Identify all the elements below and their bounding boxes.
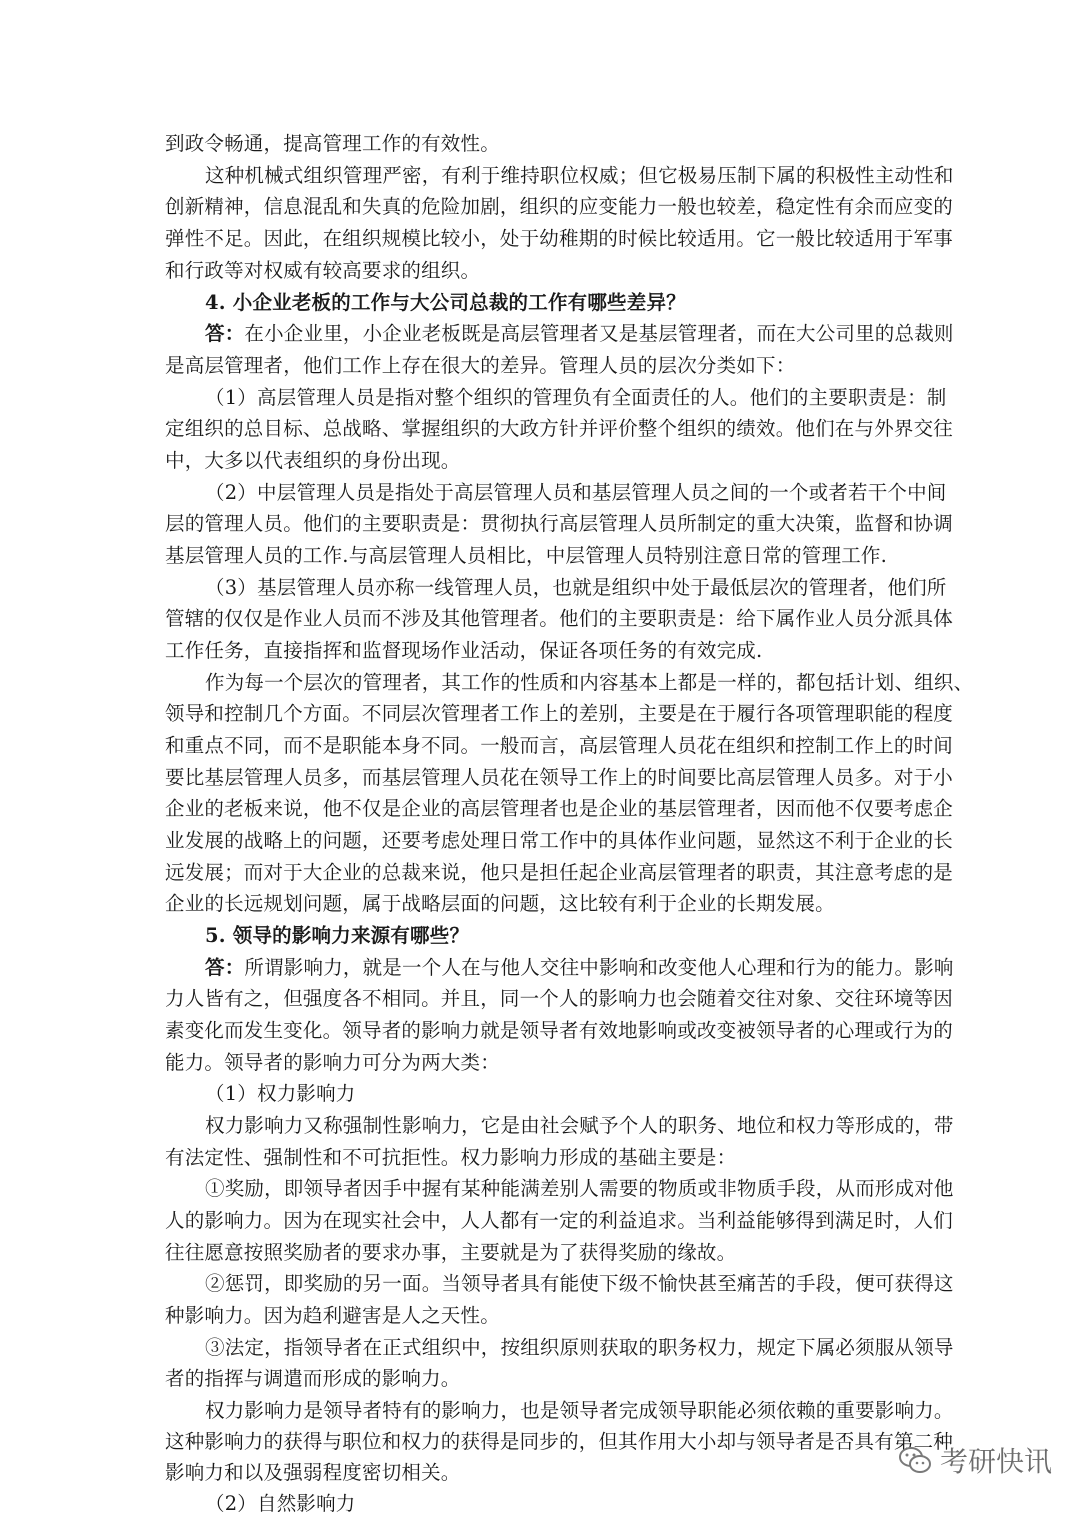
text-line: 中，大多以代表组织的身份出现。 <box>165 449 461 472</box>
text-line: 力人皆有之，但强度各不相同。并且，同一个人的影响力也会随着交往对象、交往环境等因 <box>165 987 954 1010</box>
text-line: 影响力和以及强弱程度密切相关。 <box>165 1461 461 1484</box>
text-line: （2）中层管理人员是指处于高层管理人员和基层管理人员之间的一个或者若干个中间 <box>205 481 947 504</box>
text-line: 弹性不足。因此，在组织规模比较小，处于幼稚期的时候比较适用。它一般比较适用于军事 <box>165 227 954 250</box>
text-line: 层的管理人员。他们的主要职责是：贯彻执行高层管理人员所制定的重大决策，监督和协调 <box>165 512 954 535</box>
text-line: 是高层管理者，他们工作上存在很大的差异。管理人员的层次分类如下： <box>165 354 796 377</box>
text-line: 远发展；而对于大企业的总裁来说，他只是担任起企业高层管理者的职责，其注意考虑的是 <box>165 861 954 884</box>
text-line: 权力影响力是领导者特有的影响力，也是领导者完成领导职能必须依赖的重要影响力。 <box>205 1399 954 1422</box>
text-line: 这种影响力的获得与职位和权力的获得是同步的，但其作用大小却与领导者是否具有第二种 <box>165 1430 954 1453</box>
text-line: 业发展的战略上的问题，还要考虑处理日常工作中的具体作业问题，显然这不利于企业的长 <box>165 829 954 852</box>
text-line: 和行政等对权威有较高要求的组织。 <box>165 259 481 282</box>
text-line: （3）基层管理人员亦称一线管理人员，也就是组织中处于最低层次的管理者，他们所 <box>205 576 947 599</box>
text-line: 管辖的仅仅是作业人员而不涉及其他管理者。他们的主要职责是：给下属作业人员分派具体 <box>165 607 954 630</box>
wechat-icon <box>898 1445 932 1475</box>
text-line: 要比基层管理人员多，而基层管理人员花在领导工作上的时间要比高层管理人员多。对于小 <box>165 766 954 789</box>
watermark-text: 考研快讯 <box>940 1445 1053 1478</box>
text-line: 到政令畅通，提高管理工作的有效性。 <box>165 132 500 155</box>
text-line: ①奖励，即领导者因手中握有某种能满差别人需要的物质或非物质手段，从而形成对他 <box>205 1177 954 1200</box>
text-line: 企业的老板来说，他不仅是企业的高层管理者也是企业的基层管理者，因而他不仅要考虑企 <box>165 797 954 820</box>
text-line: 和重点不同，而不是职能本身不同。一般而言，高层管理人员花在组织和控制工作上的时间 <box>165 734 954 757</box>
text-line: 人的影响力。因为在现实社会中，人人都有一定的利益追求。当利益能够得到满足时，人们 <box>165 1209 954 1232</box>
subheading: （2）自然影响力 <box>205 1492 356 1515</box>
text-line: 能力。领导者的影响力可分为两大类： <box>165 1051 500 1074</box>
watermark <box>898 1440 1052 1480</box>
text-line: 这种机械式组织管理严密，有利于维持职位权威；但它极易压制下属的积极性主动性和 <box>205 164 954 187</box>
text-line: 作为每一个层次的管理者，其工作的性质和内容基本上都是一样的，都包括计划、组织、 <box>205 671 974 694</box>
answer-line <box>205 952 954 984</box>
text-line: ②惩罚，即奖励的另一面。当领导者具有能使下级不愉快甚至痛苦的手段，便可获得这 <box>205 1272 954 1295</box>
answer-label: 答： <box>205 956 245 979</box>
answer-text: 在小企业里，小企业老板既是高层管理者又是基层管理者，而在大公司里的总裁则 <box>244 322 954 345</box>
answer-label: 答： <box>205 322 245 345</box>
answer-text: 所谓影响力，就是一个人在与他人交往中影响和改变他人心理和行为的能力。影响 <box>244 956 954 979</box>
text-line: 基层管理人员的工作.与高层管理人员相比，中层管理人员特别注意日常的管理工作. <box>165 544 887 567</box>
text-line: 权力影响力又称强制性影响力，它是由社会赋予个人的职务、地位和权力等形成的，带 <box>205 1114 954 1137</box>
text-line: 往往愿意按照奖励者的要求办事，主要就是为了获得奖励的缘故。 <box>165 1241 737 1264</box>
text-line: 企业的长远规划问题，属于战略层面的问题，这比较有利于企业的长期发展。 <box>165 892 835 915</box>
text-line: 有法定性、强制性和不可抗拒性。权力影响力形成的基础主要是： <box>165 1146 737 1169</box>
text-line: 创新精神，信息混乱和失真的危险加剧，组织的应变能力一般也较差，稳定性有余而应变的 <box>165 195 954 218</box>
text-line: 工作任务，直接指挥和监督现场作业活动，保证各项任务的有效完成. <box>165 639 763 662</box>
answer-line <box>205 318 954 350</box>
question-heading: 4. 小企业老板的工作与大公司总裁的工作有哪些差异？ <box>205 291 686 314</box>
text-line: 素变化而发生变化。领导者的影响力就是领导者有效地影响或改变被领导者的心理或行为的 <box>165 1019 954 1042</box>
subheading: （1）权力影响力 <box>205 1082 356 1105</box>
text-line: ③法定，指领导者在正式组织中，按组织原则获取的职务权力，规定下属必须服从领导 <box>205 1336 954 1359</box>
text-line: （1）高层管理人员是指对整个组织的管理负有全面责任的人。他们的主要职责是：制 <box>205 386 947 409</box>
question-heading: 5. 领导的影响力来源有哪些？ <box>205 924 470 947</box>
text-line: 定组织的总目标、总战略、掌握组织的大政方针并评价整个组织的绩效。他们在与外界交往 <box>165 417 954 440</box>
text-line: 领导和控制几个方面。不同层次管理者工作上的差别，主要是在于履行各项管理职能的程度 <box>165 702 954 725</box>
text-line: 种影响力。因为趋利避害是人之天性。 <box>165 1304 500 1327</box>
text-line: 者的指挥与调遣而形成的影响力。 <box>165 1367 461 1390</box>
